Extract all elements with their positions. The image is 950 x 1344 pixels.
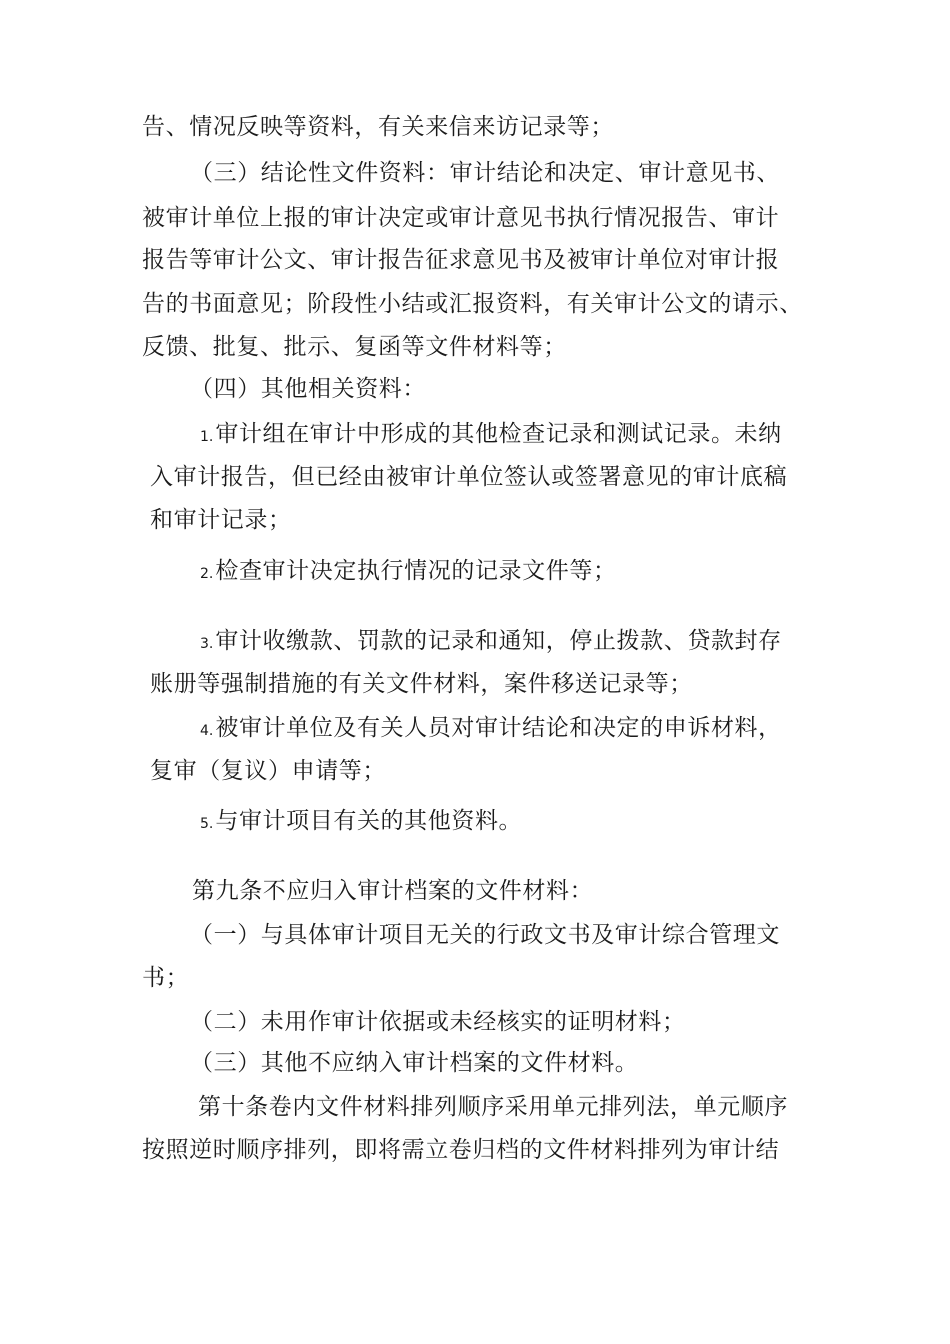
- text-line-13: 账册等强制措施的有关文件材料，案件移送记录等；: [150, 671, 693, 697]
- list-item-text: 检查审计决定执行情况的记录文件等；: [215, 558, 617, 584]
- list-item-number: 4.: [200, 723, 214, 739]
- list-item-number: 3.: [200, 636, 214, 652]
- list-item-5: [200, 806, 522, 839]
- list-item-text: 审计组在审计中形成的其他检查记录和测试记录。未纳: [215, 421, 782, 447]
- list-item-3: [200, 626, 782, 659]
- text-line-9: 入审计报告，但已经由被审计单位签认或签署意见的审计底稿: [150, 464, 788, 490]
- list-item-text: 审计收缴款、罚款的记录和通知，停止拨款、贷款封存: [215, 628, 782, 654]
- text-line-4: 报告等审计公文、审计报告征求意见书及被审计单位对审计报: [142, 247, 780, 273]
- list-item-text: 与审计项目有关的其他资料。: [215, 808, 523, 834]
- text-line-21: （三）其他不应纳入审计档案的文件材料。: [190, 1050, 639, 1076]
- list-item-number: 1.: [200, 429, 214, 445]
- text-line-2: （三）结论性文件资料：审计结论和决定、审计意见书、: [190, 160, 780, 186]
- text-line-15: 复审（复议）申请等；: [150, 758, 386, 784]
- text-line-18: （一）与具体审计项目无关的行政文书及审计综合管理文: [190, 922, 780, 948]
- text-line-19: 书；: [142, 965, 190, 991]
- text-line-3: 被审计单位上报的审计决定或审计意见书执行情况报告、审计: [142, 205, 780, 231]
- list-item-text: 被审计单位及有关人员对审计结论和决定的申诉材料，: [215, 715, 782, 741]
- text-line-7: （四）其他相关资料：: [190, 376, 426, 402]
- text-line-1: 告、情况反映等资料，有关来信来访记录等；: [142, 114, 614, 140]
- list-item-2: [200, 556, 617, 589]
- text-line-10: 和审计记录；: [150, 507, 292, 533]
- article-9-heading: 第九条不应归入审计档案的文件材料：: [192, 878, 594, 904]
- text-line-23: 按照逆时顺序排列，即将需立卷归档的文件材料排列为审计结: [142, 1137, 780, 1163]
- list-item-4: [200, 713, 782, 746]
- article-10-heading: 第十条卷内文件材料排列顺序采用单元排列法，单元顺序: [198, 1094, 788, 1120]
- text-line-20: （二）未用作审计依据或未经核实的证明材料；: [190, 1009, 686, 1035]
- text-line-6: 反馈、批复、批示、复函等文件材料等；: [142, 334, 567, 360]
- list-item-number: 5.: [200, 816, 214, 832]
- text-line-5: 告的书面意见；阶段性小结或汇报资料，有关审计公文的请示、: [142, 291, 803, 317]
- list-item-number: 2.: [200, 566, 214, 582]
- list-item-1: [200, 419, 782, 452]
